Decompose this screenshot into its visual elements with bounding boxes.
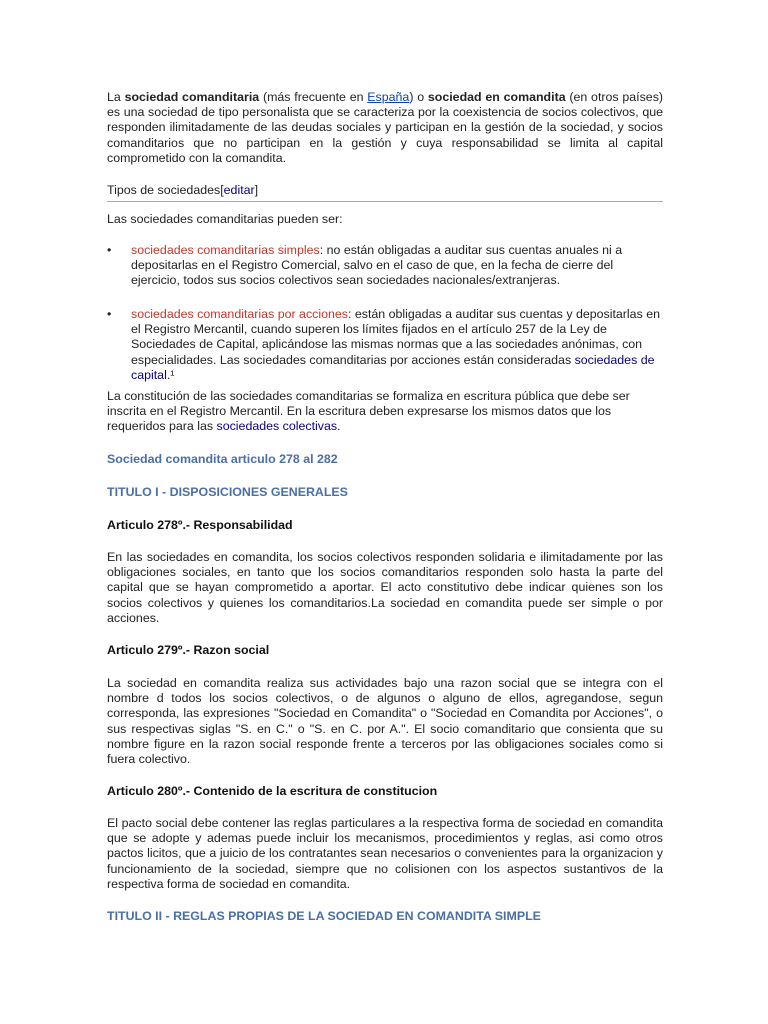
article-heading-text: Articulo 279º.- Razon social xyxy=(107,643,270,657)
bullet-icon: • xyxy=(107,243,112,257)
intro-paragraph xyxy=(107,90,663,166)
list-item-text: : no están obligadas a auditar sus cuentas anuales ni a depositarlas en el Registro Comercial, salvo en el caso de que, en la fecha de cierre del ejercicio, todos sus socios colectivos sean sociedades nacionales/extranjeras. xyxy=(131,243,623,288)
bracket-open: [ xyxy=(220,183,224,197)
intro-text: La xyxy=(107,90,125,104)
edit-link[interactable]: editar xyxy=(223,183,255,197)
link-comanditarias-acciones[interactable]: sociedades comanditarias por acciones xyxy=(131,307,348,321)
titulo-1-heading xyxy=(107,485,663,500)
link-espana[interactable]: España xyxy=(367,90,410,104)
article-body-text: La sociedad en comandita realiza sus actividades bajo una razon social que se integra con el nombre d todos los socios colectivos, o de algunos o alguno de ellos, agregandose, segun corresponda, las expresiones "Sociedad en Comandita" o "Sociedad en Comandita por Acciones", o sus respectivas siglas "S. en C." o "S. en C. por A.". El socio comanditario que consienta que su nombre figure en la razon social responde frente a terceros por las obligaciones sociales como si fuera colectivo. xyxy=(107,676,663,767)
article-279-body xyxy=(107,676,663,767)
article-body-text: El pacto social debe contener las reglas particulares a la respectiva forma de sociedad en comandita que se adopte y ademas puede incluir los mecanismos, procedimientos y reglas, asi como otros pactos licitos, que a juicio de los contratantes sean necesarios o convenientes para la organizacion y funcionamiento de la sociedad, siempre que no colisionen con los aspectos sustantivos de la respectiva forma de sociedad en comandita. xyxy=(107,816,663,891)
titulo-2-text: TITULO II - REGLAS PROPIAS DE LA SOCIEDAD EN COMANDITA SIMPLE xyxy=(107,909,541,923)
intro-text: ) o xyxy=(409,90,428,104)
constitucion-paragraph xyxy=(107,389,663,435)
constitucion-text: La constitución de las sociedades comanditarias se formaliza en escritura pública que debe ser inscrita en el Registro Mercantil. En la escritura deben expresarse los mismos datos que los requeridos para las xyxy=(107,389,630,434)
article-heading-text: Articulo 280º.- Contenido de la escritura de constitucion xyxy=(107,784,438,798)
intro-text: (más frecuente en xyxy=(259,90,368,104)
article-278-body xyxy=(107,550,663,626)
link-comanditarias-simples[interactable]: sociedades comanditarias simples xyxy=(131,243,320,257)
bullet-icon: • xyxy=(107,307,112,321)
article-280-body xyxy=(107,816,663,892)
article-body-text: En las sociedades en comandita, los socios colectivos responden solidaria e ilimitadamente por las obligaciones sociales, en tanto que los socios comanditarios responden solo hasta la parte del capital que se hayan comprometido a aportar. El acto constitutivo debe indicar quienes son los socios colectivos y quienes los comanditarios.La sociedad en comandita puede ser simple o por acciones. xyxy=(107,550,663,625)
term-sociedad-comanditaria: sociedad comanditaria xyxy=(124,90,260,104)
section-title-articulos xyxy=(107,452,663,467)
constitucion-tail: . xyxy=(337,419,341,434)
list-item-tail: .¹ xyxy=(166,367,175,382)
list-item xyxy=(107,307,663,383)
tipos-lead xyxy=(107,212,663,227)
term-sociedad-en-comandita: sociedad en comandita xyxy=(427,90,566,104)
heading-text: Tipos de sociedades xyxy=(107,183,221,197)
link-sociedades-capital[interactable]: sociedades de capital xyxy=(131,352,655,382)
list-item xyxy=(107,243,663,289)
link-sociedades-colectivas[interactable]: sociedades colectivas xyxy=(216,419,338,434)
article-heading-text: Articulo 278º.- Responsabilidad xyxy=(107,518,293,532)
article-280-heading xyxy=(107,784,663,799)
article-279-heading xyxy=(107,643,663,658)
article-278-heading xyxy=(107,518,663,533)
intro-text: (en otros países) es una sociedad de tipo personalista que se caracteriza por la coexistencia de socios colectivos, que responden ilimitadamente de las deudas sociales y participan en la gestión de la sociedad, y socios comanditarios que no participan en la gestión y cuya responsabilidad se limita al capital comprometido con la comandita. xyxy=(107,90,664,165)
section-title-text: Sociedad comandita articulo 278 al 282 xyxy=(107,452,338,466)
titulo-2-heading xyxy=(107,909,663,924)
section-heading-tipos xyxy=(107,183,663,202)
titulo-1-text: TITULO I - DISPOSICIONES GENERALES xyxy=(107,485,348,499)
list-item-text: : están obligadas a auditar sus cuentas y depositarlas en el Registro Mercantil, cuando superen los límites fijados en el artículo 257 de la Ley de Sociedades de Capital, aplicándose las mismas normas que a las sociedades anónimas, con especialidades. Las sociedades comanditarias por acciones están consideradas xyxy=(131,307,660,367)
lead-text: Las sociedades comanditarias pueden ser: xyxy=(107,212,343,226)
bracket-close: ] xyxy=(254,183,259,197)
